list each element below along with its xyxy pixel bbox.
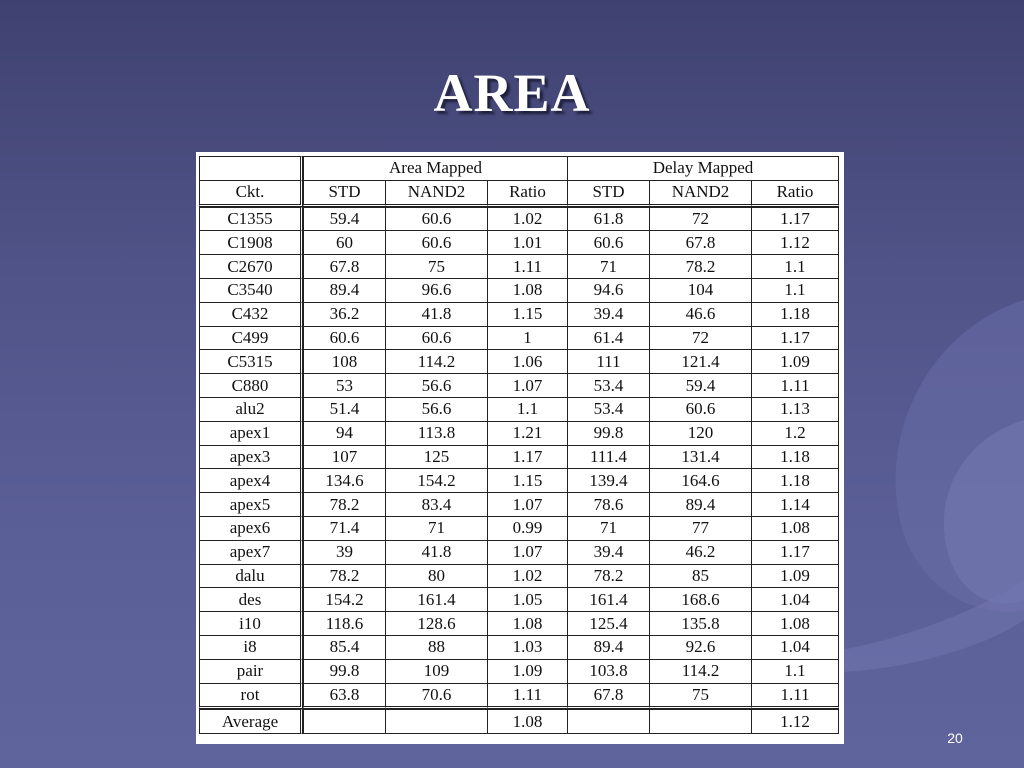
cell-delay-std: 78.6 bbox=[567, 492, 649, 516]
cell-area-std: 99.8 bbox=[303, 659, 385, 683]
cell-delay-std: 125.4 bbox=[567, 611, 649, 635]
cell-delay-ratio: 1.08 bbox=[751, 611, 839, 635]
cell-delay-ratio: 1.1 bbox=[751, 278, 839, 302]
cell-delay-nand2: 72 bbox=[649, 326, 751, 350]
column-header-delay-ratio: Ratio bbox=[751, 180, 839, 207]
cell-area-std: 78.2 bbox=[303, 492, 385, 516]
column-header-delay-std: STD bbox=[567, 180, 649, 207]
table-row bbox=[199, 540, 839, 564]
cell-area-nand2: 88 bbox=[385, 635, 487, 659]
cell-area-ratio: 1.07 bbox=[487, 540, 567, 564]
cell-delay-ratio: 1.17 bbox=[751, 207, 839, 231]
cell-delay-nand2: 60.6 bbox=[649, 397, 751, 421]
cell-delay-nand2: 121.4 bbox=[649, 349, 751, 373]
column-header-area-nand2: NAND2 bbox=[385, 180, 487, 207]
column-header-area-std: STD bbox=[303, 180, 385, 207]
table-row bbox=[199, 635, 839, 659]
cell-area-ratio: 1.07 bbox=[487, 492, 567, 516]
cell-delay-std: 94.6 bbox=[567, 278, 649, 302]
table-row bbox=[199, 611, 839, 635]
average-area-ratio: 1.08 bbox=[487, 709, 567, 734]
cell-area-std: 39 bbox=[303, 540, 385, 564]
cell-delay-std: 61.8 bbox=[567, 207, 649, 231]
cell-area-nand2: 41.8 bbox=[385, 302, 487, 326]
cell-area-nand2: 154.2 bbox=[385, 468, 487, 492]
cell-area-ratio: 1.07 bbox=[487, 373, 567, 397]
cell-ckt: C2670 bbox=[199, 254, 303, 278]
cell-area-std: 63.8 bbox=[303, 683, 385, 710]
cell-area-std: 53 bbox=[303, 373, 385, 397]
cell-delay-ratio: 1.17 bbox=[751, 540, 839, 564]
cell-area-ratio: 1 bbox=[487, 326, 567, 350]
table-row bbox=[199, 468, 839, 492]
cell-area-nand2: 60.6 bbox=[385, 326, 487, 350]
cell-delay-nand2: 92.6 bbox=[649, 635, 751, 659]
cell-delay-nand2: 89.4 bbox=[649, 492, 751, 516]
cell-delay-nand2: 59.4 bbox=[649, 373, 751, 397]
cell-delay-nand2: 75 bbox=[649, 683, 751, 710]
cell-delay-ratio: 1.08 bbox=[751, 516, 839, 540]
area-table bbox=[199, 156, 839, 734]
cell-ckt: apex6 bbox=[199, 516, 303, 540]
cell-area-nand2: 113.8 bbox=[385, 421, 487, 445]
table-row bbox=[199, 373, 839, 397]
cell-area-nand2: 60.6 bbox=[385, 230, 487, 254]
cell-area-ratio: 1.02 bbox=[487, 564, 567, 588]
cell-delay-std: 71 bbox=[567, 516, 649, 540]
cell-ckt: apex1 bbox=[199, 421, 303, 445]
cell-ckt: apex7 bbox=[199, 540, 303, 564]
cell-area-std: 59.4 bbox=[303, 207, 385, 231]
cell-ckt: C880 bbox=[199, 373, 303, 397]
cell-area-nand2: 114.2 bbox=[385, 349, 487, 373]
cell-delay-std: 39.4 bbox=[567, 302, 649, 326]
cell-delay-ratio: 1.11 bbox=[751, 683, 839, 710]
cell-delay-nand2: 77 bbox=[649, 516, 751, 540]
cell-ckt: C499 bbox=[199, 326, 303, 350]
cell-area-std: 78.2 bbox=[303, 564, 385, 588]
cell-delay-ratio: 1.14 bbox=[751, 492, 839, 516]
table-row bbox=[199, 659, 839, 683]
cell-area-nand2: 128.6 bbox=[385, 611, 487, 635]
cell-delay-std: 89.4 bbox=[567, 635, 649, 659]
cell-area-ratio: 1.03 bbox=[487, 635, 567, 659]
cell-area-std: 154.2 bbox=[303, 587, 385, 611]
cell-area-std: 134.6 bbox=[303, 468, 385, 492]
cell-delay-nand2: 114.2 bbox=[649, 659, 751, 683]
cell-delay-std: 111 bbox=[567, 349, 649, 373]
table-row bbox=[199, 278, 839, 302]
cell-area-std: 36.2 bbox=[303, 302, 385, 326]
table-row bbox=[199, 564, 839, 588]
cell-delay-nand2: 120 bbox=[649, 421, 751, 445]
cell-delay-ratio: 1.17 bbox=[751, 326, 839, 350]
table-group-header-row bbox=[199, 156, 839, 180]
group-header-delay-mapped: Delay Mapped bbox=[567, 156, 839, 180]
cell-delay-nand2: 164.6 bbox=[649, 468, 751, 492]
column-header-area-ratio: Ratio bbox=[487, 180, 567, 207]
cell-area-ratio: 1.11 bbox=[487, 254, 567, 278]
cell-delay-std: 61.4 bbox=[567, 326, 649, 350]
cell-ckt: apex5 bbox=[199, 492, 303, 516]
table-row bbox=[199, 230, 839, 254]
cell-area-ratio: 1.09 bbox=[487, 659, 567, 683]
cell-delay-ratio: 1.04 bbox=[751, 587, 839, 611]
table-row bbox=[199, 302, 839, 326]
cell-area-ratio: 1.11 bbox=[487, 683, 567, 710]
cell-delay-ratio: 1.1 bbox=[751, 254, 839, 278]
cell-area-nand2: 71 bbox=[385, 516, 487, 540]
cell-ckt: alu2 bbox=[199, 397, 303, 421]
table-row bbox=[199, 397, 839, 421]
table-row bbox=[199, 326, 839, 350]
cell-area-ratio: 1.15 bbox=[487, 468, 567, 492]
cell-area-ratio: 1.1 bbox=[487, 397, 567, 421]
table-row bbox=[199, 421, 839, 445]
cell-area-std: 118.6 bbox=[303, 611, 385, 635]
cell-delay-std: 78.2 bbox=[567, 564, 649, 588]
cell-ckt: C432 bbox=[199, 302, 303, 326]
table-row bbox=[199, 587, 839, 611]
cell-ckt: C1908 bbox=[199, 230, 303, 254]
cell-delay-ratio: 1.18 bbox=[751, 302, 839, 326]
cell-delay-ratio: 1.18 bbox=[751, 468, 839, 492]
table-body bbox=[199, 207, 839, 710]
cell-area-std: 89.4 bbox=[303, 278, 385, 302]
cell-area-nand2: 96.6 bbox=[385, 278, 487, 302]
cell-area-ratio: 1.01 bbox=[487, 230, 567, 254]
table-row bbox=[199, 492, 839, 516]
cell-area-nand2: 80 bbox=[385, 564, 487, 588]
average-delay-nand2 bbox=[649, 709, 751, 734]
average-delay-std bbox=[567, 709, 649, 734]
table-row bbox=[199, 207, 839, 231]
cell-ckt: i8 bbox=[199, 635, 303, 659]
table-row bbox=[199, 445, 839, 469]
table-row bbox=[199, 683, 839, 710]
average-delay-ratio: 1.12 bbox=[751, 709, 839, 734]
cell-delay-std: 103.8 bbox=[567, 659, 649, 683]
cell-area-nand2: 125 bbox=[385, 445, 487, 469]
cell-area-nand2: 56.6 bbox=[385, 373, 487, 397]
cell-ckt: C3540 bbox=[199, 278, 303, 302]
cell-area-ratio: 1.15 bbox=[487, 302, 567, 326]
slide-title: AREA bbox=[433, 63, 591, 123]
cell-delay-nand2: 72 bbox=[649, 207, 751, 231]
cell-area-std: 107 bbox=[303, 445, 385, 469]
cell-delay-std: 60.6 bbox=[567, 230, 649, 254]
cell-delay-ratio: 1.04 bbox=[751, 635, 839, 659]
cell-area-ratio: 1.21 bbox=[487, 421, 567, 445]
page-number: 20 bbox=[947, 730, 963, 746]
area-table-panel bbox=[196, 152, 844, 744]
cell-area-std: 85.4 bbox=[303, 635, 385, 659]
cell-delay-ratio: 1.09 bbox=[751, 564, 839, 588]
cell-delay-nand2: 131.4 bbox=[649, 445, 751, 469]
table-row bbox=[199, 349, 839, 373]
cell-delay-ratio: 1.1 bbox=[751, 659, 839, 683]
group-header-area-mapped: Area Mapped bbox=[303, 156, 567, 180]
cell-ckt: i10 bbox=[199, 611, 303, 635]
cell-ckt: rot bbox=[199, 683, 303, 710]
cell-area-ratio: 1.02 bbox=[487, 207, 567, 231]
cell-area-nand2: 109 bbox=[385, 659, 487, 683]
cell-ckt: apex4 bbox=[199, 468, 303, 492]
cell-delay-nand2: 104 bbox=[649, 278, 751, 302]
cell-delay-nand2: 135.8 bbox=[649, 611, 751, 635]
cell-ckt: C5315 bbox=[199, 349, 303, 373]
cell-delay-std: 71 bbox=[567, 254, 649, 278]
cell-delay-ratio: 1.09 bbox=[751, 349, 839, 373]
cell-ckt: C1355 bbox=[199, 207, 303, 231]
cell-delay-nand2: 78.2 bbox=[649, 254, 751, 278]
cell-ckt: dalu bbox=[199, 564, 303, 588]
table-row bbox=[199, 516, 839, 540]
average-label: Average bbox=[199, 709, 303, 734]
column-header-delay-nand2: NAND2 bbox=[649, 180, 751, 207]
cell-delay-nand2: 85 bbox=[649, 564, 751, 588]
cell-delay-ratio: 1.13 bbox=[751, 397, 839, 421]
cell-delay-std: 39.4 bbox=[567, 540, 649, 564]
cell-area-std: 51.4 bbox=[303, 397, 385, 421]
cell-area-std: 71.4 bbox=[303, 516, 385, 540]
cell-delay-std: 161.4 bbox=[567, 587, 649, 611]
cell-area-ratio: 1.08 bbox=[487, 278, 567, 302]
cell-area-ratio: 1.08 bbox=[487, 611, 567, 635]
cell-area-nand2: 60.6 bbox=[385, 207, 487, 231]
cell-area-ratio: 1.17 bbox=[487, 445, 567, 469]
cell-delay-ratio: 1.18 bbox=[751, 445, 839, 469]
cell-area-nand2: 161.4 bbox=[385, 587, 487, 611]
cell-delay-std: 53.4 bbox=[567, 373, 649, 397]
cell-delay-ratio: 1.11 bbox=[751, 373, 839, 397]
cell-area-nand2: 56.6 bbox=[385, 397, 487, 421]
average-area-nand2 bbox=[385, 709, 487, 734]
table-row bbox=[199, 254, 839, 278]
cell-ckt: pair bbox=[199, 659, 303, 683]
cell-delay-nand2: 168.6 bbox=[649, 587, 751, 611]
table-average-row bbox=[199, 709, 839, 734]
average-area-std bbox=[303, 709, 385, 734]
cell-delay-ratio: 1.12 bbox=[751, 230, 839, 254]
table-header-empty bbox=[199, 156, 303, 180]
cell-area-std: 60.6 bbox=[303, 326, 385, 350]
cell-delay-std: 53.4 bbox=[567, 397, 649, 421]
cell-area-nand2: 41.8 bbox=[385, 540, 487, 564]
column-header-ckt: Ckt. bbox=[199, 180, 303, 207]
cell-area-nand2: 83.4 bbox=[385, 492, 487, 516]
cell-delay-nand2: 46.2 bbox=[649, 540, 751, 564]
cell-area-std: 108 bbox=[303, 349, 385, 373]
cell-delay-std: 99.8 bbox=[567, 421, 649, 445]
cell-delay-std: 111.4 bbox=[567, 445, 649, 469]
cell-area-std: 60 bbox=[303, 230, 385, 254]
cell-delay-std: 139.4 bbox=[567, 468, 649, 492]
cell-area-ratio: 0.99 bbox=[487, 516, 567, 540]
cell-area-ratio: 1.06 bbox=[487, 349, 567, 373]
cell-delay-nand2: 46.6 bbox=[649, 302, 751, 326]
cell-area-std: 94 bbox=[303, 421, 385, 445]
cell-area-std: 67.8 bbox=[303, 254, 385, 278]
cell-area-nand2: 70.6 bbox=[385, 683, 487, 710]
cell-ckt: apex3 bbox=[199, 445, 303, 469]
cell-area-nand2: 75 bbox=[385, 254, 487, 278]
cell-delay-ratio: 1.2 bbox=[751, 421, 839, 445]
table-column-header-row bbox=[199, 180, 839, 207]
cell-delay-std: 67.8 bbox=[567, 683, 649, 710]
cell-delay-nand2: 67.8 bbox=[649, 230, 751, 254]
cell-ckt: des bbox=[199, 587, 303, 611]
cell-area-ratio: 1.05 bbox=[487, 587, 567, 611]
